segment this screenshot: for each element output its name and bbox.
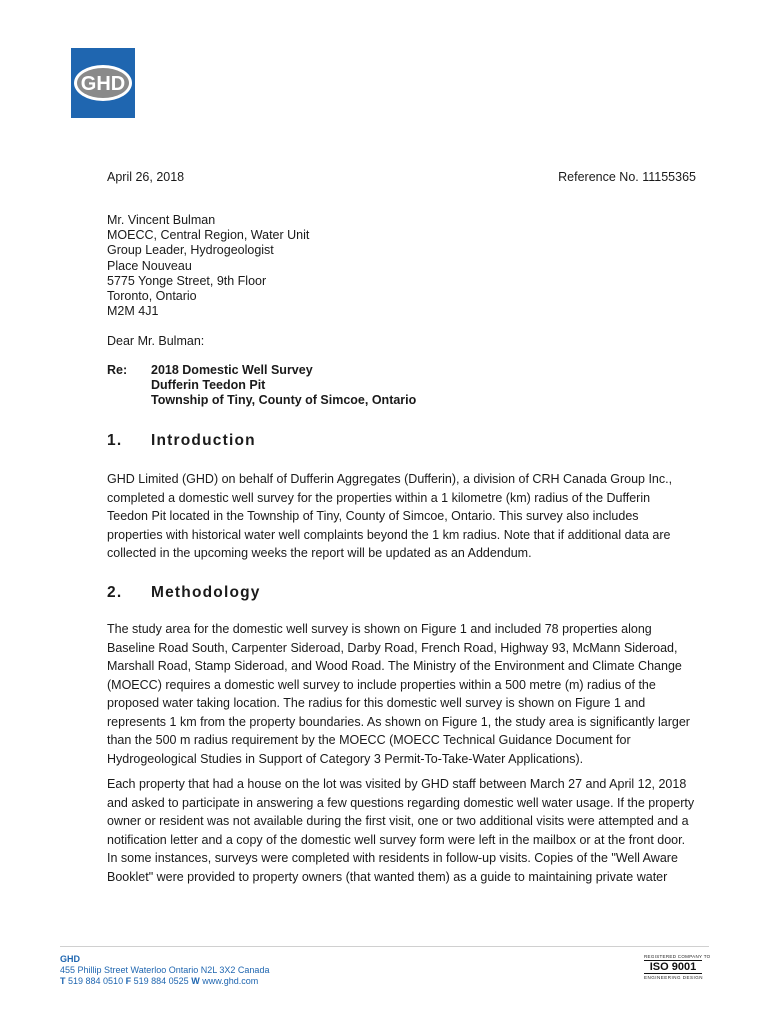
paragraph-line: Baseline Road South, Carpenter Sideroad, Darby Road, French Road, Highway 93, McMann Sideroad, [107, 640, 678, 655]
iso-certification-badge [644, 954, 711, 980]
paragraph-line: owner or resident was not available during the first visit, one or two additional visits were attempted and a [107, 814, 689, 828]
section-title: Introduction [151, 432, 256, 449]
subject-line: Dufferin Teedon Pit [151, 378, 266, 393]
address-line: M2M 4J1 [107, 304, 159, 319]
paragraph-line: In some instances, surveys were completed with residents in follow-up visits. Copies of the "Well Aware [107, 851, 678, 865]
web-label: W [191, 976, 200, 986]
paragraph-line: Booklet" were provided to property owners (that wanted them) as a guide to maintaining private water [107, 869, 668, 884]
section-heading-methodology [107, 584, 261, 602]
footer-address: 455 Phillip Street Waterloo Ontario N2L 3X2 Canada [60, 965, 270, 975]
iso-top-text: REGISTERED COMPANY TO [644, 954, 711, 959]
section-number: 1. [107, 432, 123, 449]
paragraph-line: notification letter and a copy of the domestic well survey form were left in the mailbox or at the front door. [107, 832, 686, 847]
introduction-paragraph [107, 470, 707, 563]
paragraph-line: collected in the upcoming weeks the report will be updated as an Addendum. [107, 546, 532, 560]
subject-line: 2018 Domestic Well Survey [151, 363, 313, 377]
paragraph-line: Teedon Pit located in the Township of Tiny, County of Simcoe, Ontario. This survey also includes [107, 509, 639, 523]
logo-text: GHD [80, 73, 126, 95]
paragraph-line: completed a domestic well survey for the properties within a 1 kilometre (km) radius of the Dufferin [107, 490, 651, 505]
methodology-paragraph-2 [107, 775, 707, 886]
recipient-address [107, 213, 309, 319]
address-line: Place Nouveau [107, 258, 192, 273]
iso-mark: ISO 9001 [644, 960, 702, 974]
fax-label: F [125, 976, 132, 986]
paragraph-line: represents 1 km from the property boundaries. As shown on Figure 1, the study area is significantly larger [107, 714, 690, 729]
footer-web: www.ghd.com [202, 976, 259, 986]
section-number: 2. [107, 584, 123, 601]
paragraph-line: proposed water taking location. The radius for this domestic well survey is shown on Figure 1 and [107, 696, 646, 710]
re-label: Re: [107, 363, 128, 377]
ghd-logo [71, 48, 135, 118]
footer-phone: 519 884 0510 [68, 976, 124, 986]
paragraph-line: Each property that had a house on the lot was visited by GHD staff between March 27 and April 12, 2018 [107, 777, 687, 791]
section-title: Methodology [151, 584, 261, 601]
reference-number: Reference No. 11155365 [558, 170, 696, 184]
footer-company: GHD [60, 954, 80, 964]
paragraph-line: The study area for the domestic well survey is shown on Figure 1 and included 78 properties along [107, 622, 652, 636]
section-heading-introduction [107, 432, 256, 450]
address-line: 5775 Yonge Street, 9th Floor [107, 273, 267, 288]
footer-contact [60, 976, 269, 987]
paragraph-line: and asked to participate in answering a few questions regarding domestic well water usage. If the property [107, 795, 695, 810]
paragraph-line: than the 500 m radius requirement by the MOECC (MOECC Technical Guidance Document for [107, 733, 631, 747]
footer-fax: 519 884 0525 [133, 976, 189, 986]
paragraph-line: properties with historical water well complaints beyond the 1 km radius. Note that if additional data are [107, 527, 671, 542]
paragraph-line: Marshall Road, Stamp Sideroad, and Wood Road. The Ministry of the Environment and Climate Change [107, 659, 682, 673]
paragraph-line: Hydrogeological Studies in Support of Category 3 Permit-To-Take-Water Applications). [107, 751, 584, 766]
subject-lines [151, 363, 416, 409]
methodology-paragraph-1 [107, 620, 707, 768]
address-line: Toronto, Ontario [107, 289, 197, 304]
iso-bottom-text: ENGINEERING DESIGN [644, 975, 704, 980]
address-line: Mr. Vincent Bulman [107, 213, 216, 227]
address-line: Group Leader, Hydrogeologist [107, 243, 274, 258]
footer [60, 954, 269, 987]
letter-date: April 26, 2018 [107, 170, 185, 184]
address-line: MOECC, Central Region, Water Unit [107, 228, 310, 243]
phone-label: T [60, 976, 66, 986]
subject-line: Township of Tiny, County of Simcoe, Ontario [151, 393, 417, 408]
footer-divider [60, 946, 709, 947]
paragraph-line: (MOECC) requires a domestic well survey to include properties within a 500 metre (m) radius of the [107, 677, 656, 692]
salutation: Dear Mr. Bulman: [107, 334, 205, 348]
paragraph-line: GHD Limited (GHD) on behalf of Dufferin Aggregates (Dufferin), a division of CRH Canada Group Inc., [107, 472, 673, 486]
